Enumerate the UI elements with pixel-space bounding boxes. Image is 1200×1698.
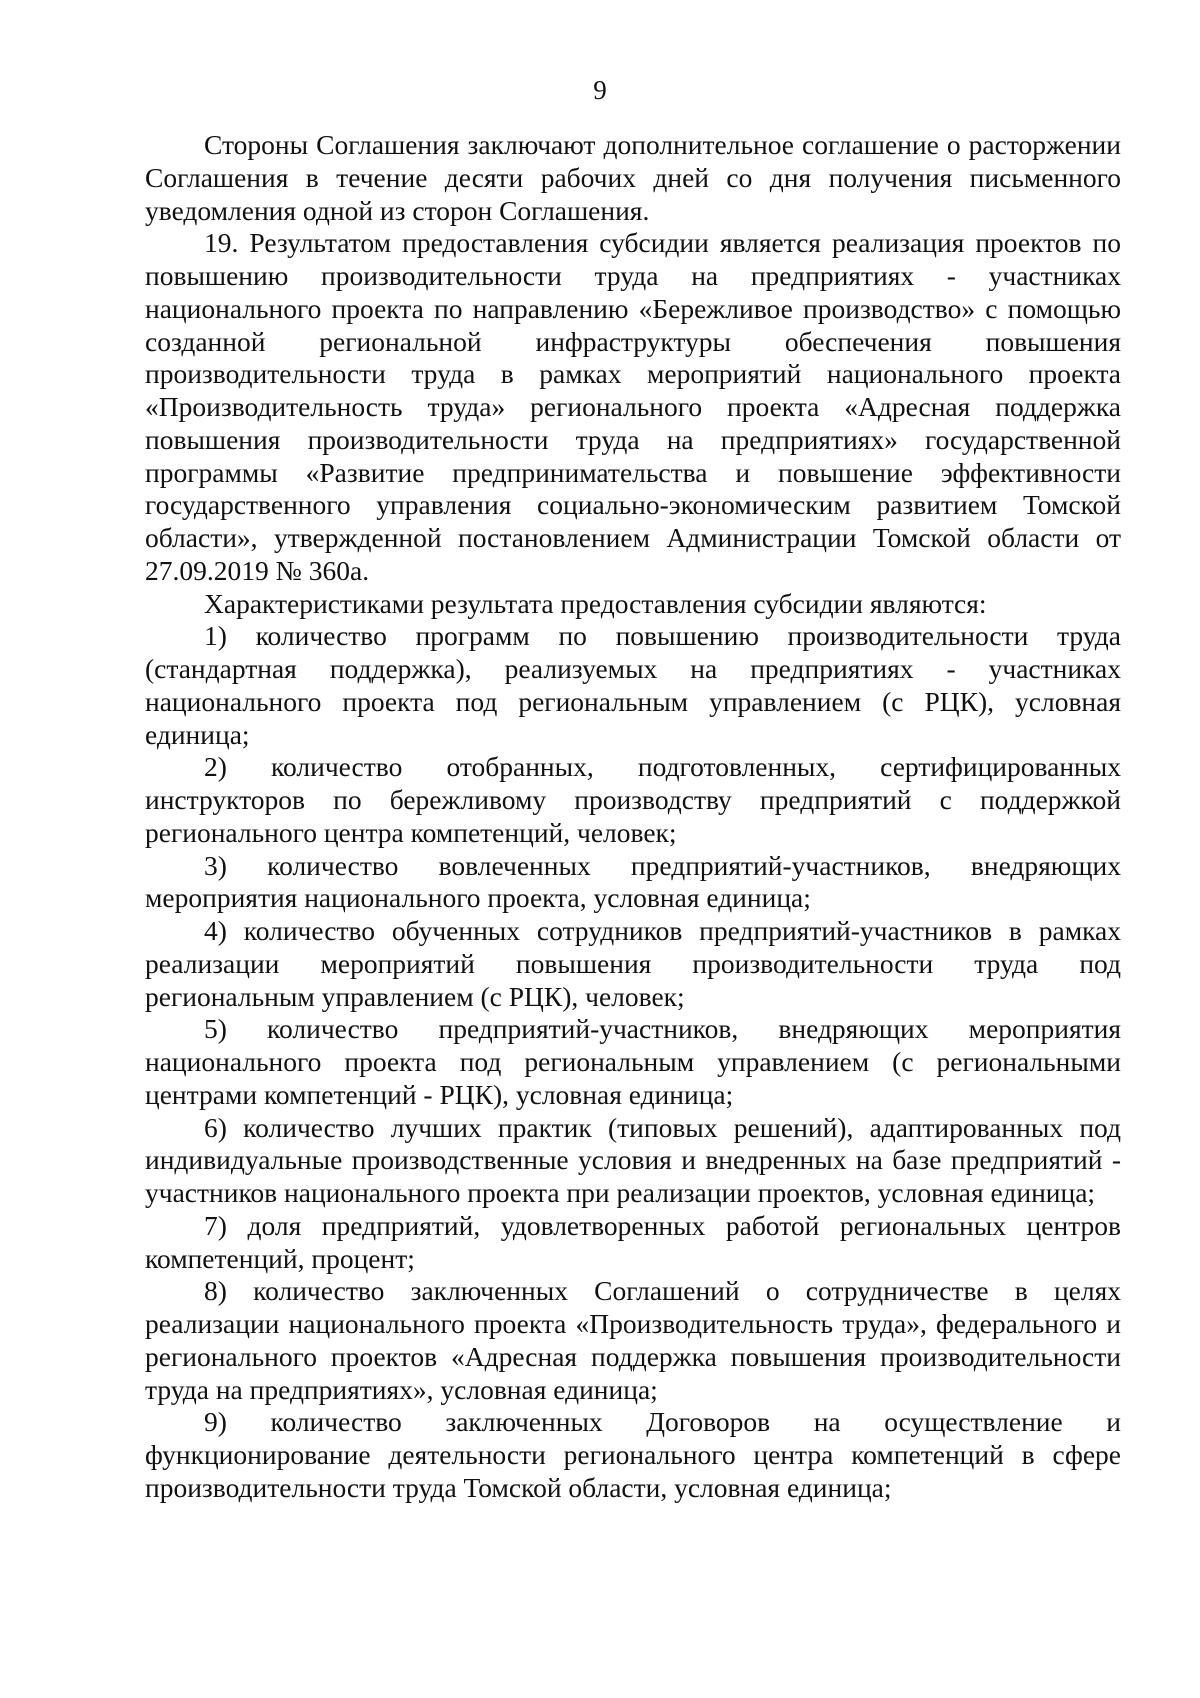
list-item-8: 8) количество заключенных Соглашений о сотрудничестве в целях реализации национального проекта «Производительность труда», федерального и регионального проектов «Адресная поддержка повышения производительности труда на предприятиях», условная единица;	[145, 1275, 1121, 1405]
list-item-1: 1) количество программ по повышению производительности труда (стандартная поддержка), реализуемых на предприятиях - участниках национального проекта под региональным управлением (с РЦК), условная единица;	[145, 620, 1121, 750]
list-item-2: 2) количество отобранных, подготовленных, сертифицированных инструкторов по бережливому производству предприятий с поддержкой регионального центра компетенций, человек;	[145, 751, 1121, 848]
page-number: 9	[593, 75, 607, 105]
document-body	[145, 129, 1121, 1505]
list-item-3: 3) количество вовлеченных предприятий-участников, внедряющих мероприятия национального проекта, условная единица;	[145, 849, 1121, 914]
list-item-6: 6) количество лучших практик (типовых решений), адаптированных под индивидуальные производственные условия и внедренных на базе предприятий - участников национального проекта при реализации проектов, условная единица;	[145, 1111, 1121, 1208]
list-item-4: 4) количество обученных сотрудников предприятий-участников в рамках реализации мероприятий повышения производительности труда под региональным управлением (с РЦК), человек;	[145, 915, 1121, 1012]
paragraph-agreement-termination: Стороны Соглашения заключают дополнительное соглашение о расторжении Соглашения в течение десяти рабочих дней со дня получения письменного уведомления одной из сторон Соглашения.	[145, 129, 1121, 226]
paragraph-result-characteristics-intro: Характеристиками результата предоставления субсидии являются:	[204, 587, 987, 619]
paragraph-19-subsidy-result: 19. Результатом предоставления субсидии является реализация проектов по повышению производительности труда на предприятиях - участниках национального проекта по направлению «Бережливое производство» с помощью созданной региональной инфраструктуры обеспечения повышения производительности труда в рамках мероприятий национального проекта «Производительность труда» регионального проекта «Адресная поддержка повышения производительности труда на предприятиях» государственной программы «Развитие предпринимательства и повышение эффективности государственного управления социально-экономическим развитием Томской области», утвержденной постановлением Администрации Томской области от 27.09.2019 № 360а.	[145, 227, 1121, 586]
list-item-5: 5) количество предприятий-участников, внедряющих мероприятия национального проекта под региональным управлением (с региональными центрами компетенций - РЦК), условная единица;	[145, 1013, 1121, 1110]
list-item-7: 7) доля предприятий, удовлетворенных работой региональных центров компетенций, процент;	[145, 1209, 1121, 1274]
list-item-9: 9) количество заключенных Договоров на осуществление и функционирование деятельности регионального центра компетенций в сфере производительности труда Томской области, условная единица;	[145, 1406, 1121, 1503]
